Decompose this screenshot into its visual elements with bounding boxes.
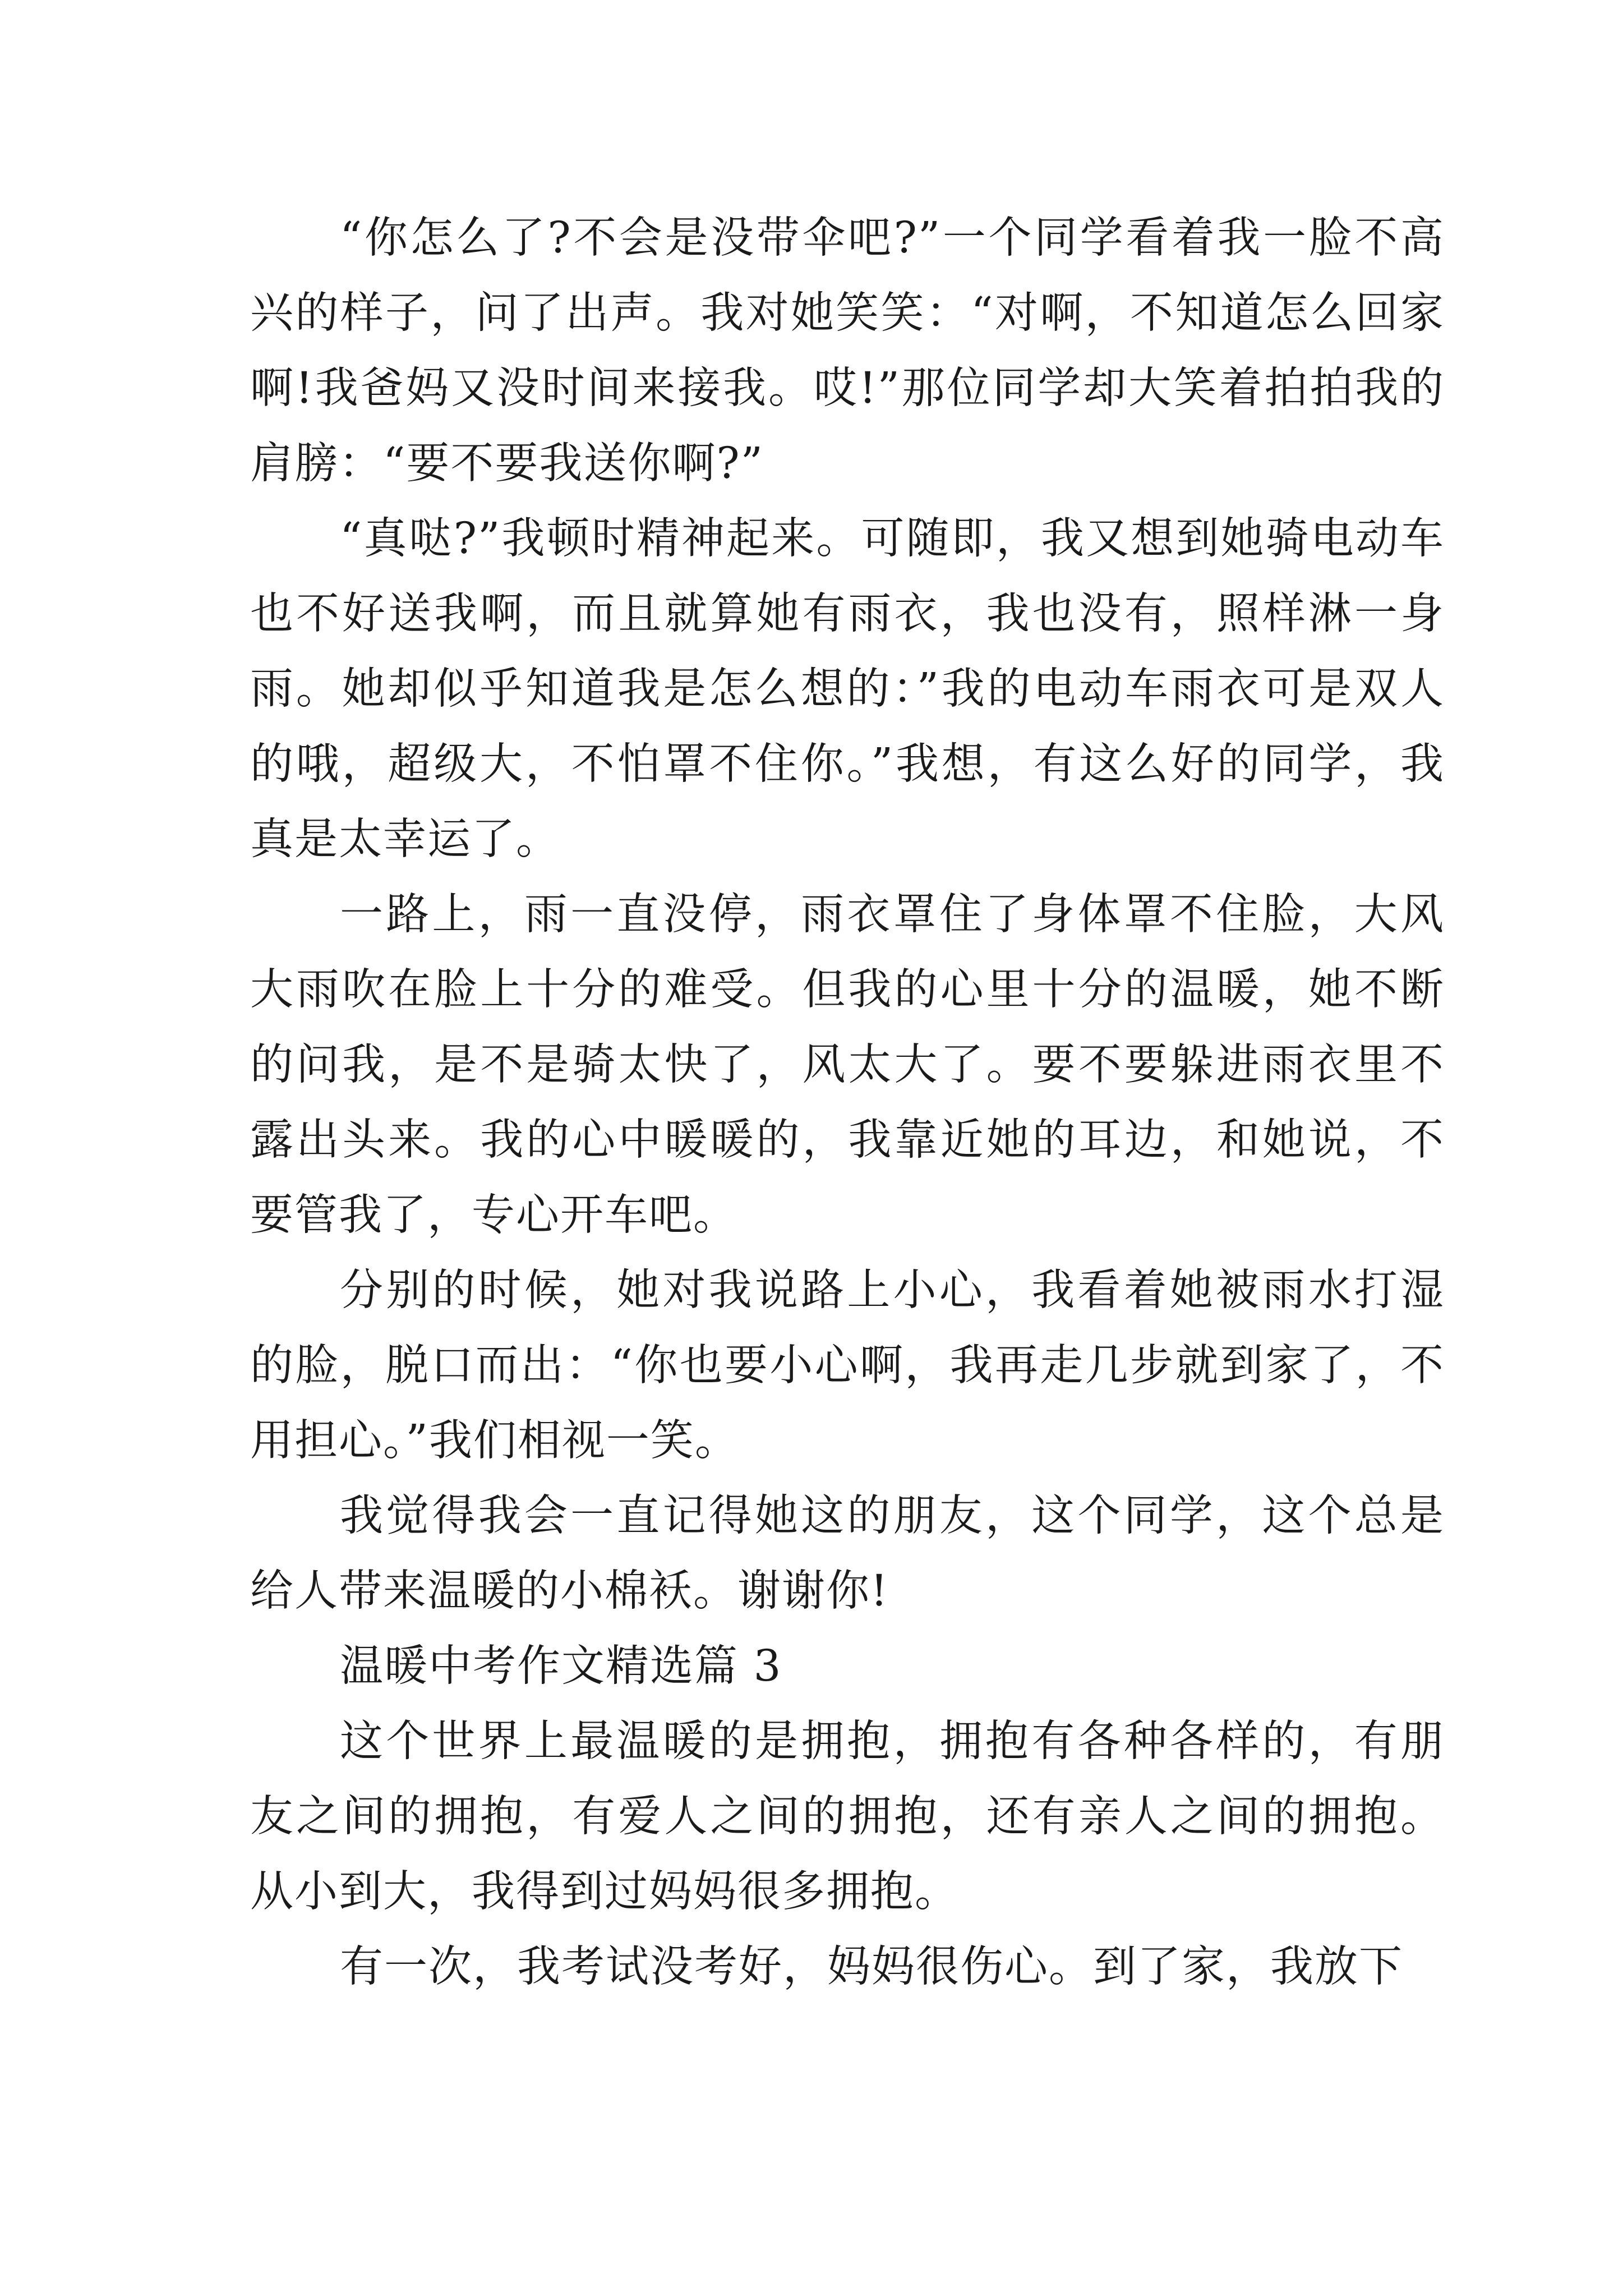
- section-heading: 温暖中考作文精选篇 3: [340, 1641, 782, 1691]
- paragraph: 分别的时候，她对我说路上小心，我看着她被雨水打湿的脸，脱口而出：“你也要小心啊，我再走几步就到家了，不用担心。”我们相视一笑。: [250, 1266, 1445, 1466]
- paragraph: “真哒?”我顿时精神起来。可随即，我又想到她骑电动车也不好送我啊，而且就算她有雨衣，我也没有，照样淋一身雨。她却似乎知道我是怎么想的：”我的电动车雨衣可是双人的哦，超级大，不怕罩不住你。”我想，有这么好的同学，我真是太幸运了。: [250, 514, 1445, 864]
- document-body: [250, 201, 1445, 2005]
- paragraph: 一路上，雨一直没停，雨衣罩住了身体罩不住脸，大风大雨吹在脸上十分的难受。但我的心里十分的温暖，她不断的问我，是不是骑太快了，风太大了。要不要躲进雨衣里不露出头来。我的心中暖暖的，我靠近她的耳边，和她说，不要管我了，专心开车吧。: [250, 890, 1445, 1240]
- paragraph: 这个世界上最温暖的是拥抱，拥抱有各种各样的，有朋友之间的拥抱，有爱人之间的拥抱，还有亲人之间的拥抱。从小到大，我得到过妈妈很多拥抱。: [250, 1717, 1445, 1917]
- paragraph: 我觉得我会一直记得她这的朋友，这个同学，这个总是给人带来温暖的小棉袄。谢谢你!: [250, 1491, 1445, 1616]
- paragraph: 有一次，我考试没考好，妈妈很伤心。到了家，我放下: [340, 1942, 1403, 1992]
- paragraph: “你怎么了?不会是没带伞吧?”一个同学看着我一脸不高兴的样子，问了出声。我对她笑笑：“对啊，不知道怎么回家啊!我爸妈又没时间来接我。哎!”那位同学却大笑着拍拍我的肩膀：“要不要我送你啊?”: [250, 213, 1445, 489]
